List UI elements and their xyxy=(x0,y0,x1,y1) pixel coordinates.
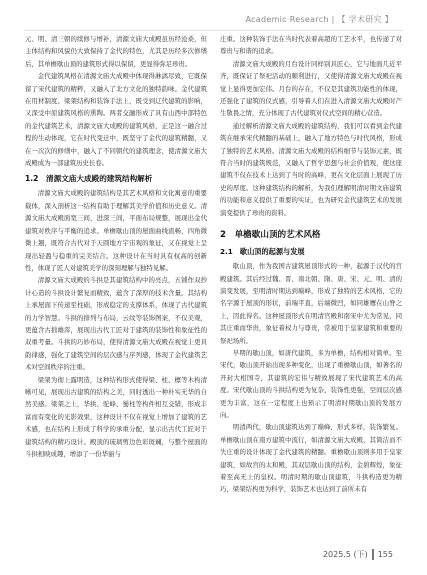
paragraph: 清源文庙大成殿的斗拱是其建筑结构中的亮点，五铺作双抄计心造的斗拱设计繁复而精致，蕴含了深厚的技术含量。其结构上承屋面下传递至柱础，形成稳定的支撑体系，体现了古代建筑的力学智慧。斗拱的排列与布局，云纹等装饰图案，不仅美观，更蕴含古拙雄浑，展现出古代工匠对于建筑的装饰性和象征性的双重考量。斗拱的巧妙布局，使得清源文庙大成殿在视觉上更具韵律感，强化了建筑空间的层次感与序列感，体现了金代建筑艺术对空间秩序的注重。 xyxy=(25,276,207,372)
left-text-column xyxy=(25,33,207,541)
paragraph: 早期的歇山顶，如唐代建筑，多为单檐，结构相对简单。至宋代，歇山顶开始出现多种变化，出现了重檐歇山顶，如著名的开封大相国寺，其建筑的宏伟与精致展现了宋代建筑艺术的高度。宋代歇山顶的斗拱结构更为复杂，装饰性更强，空间层次感更为丰富，这在一定程度上也预示了明清时期歇山顶的发展方向。 xyxy=(220,348,402,419)
right-text-column xyxy=(220,33,402,541)
journal-section-header: Academic Research | 【 学术研究 】 xyxy=(245,15,393,24)
paragraph: 金代建筑风格在清源文庙大成殿中体现得淋漓尽致，它既保留了宋代建筑的精粹，又融入了北方文化的独特韵味。金代建筑在用材制度、梁架结构和装饰手法上，既受到辽代建筑的影响，又深受中原建筑风格的熏陶。两者交融形成了具有山西中部特色的金代建筑艺术，清源文庙大成殿的建筑风格，正是这一融合过程的生动体现，它在时代变迁中，既坚守了金代的建筑精髓，又在一次次的修缮中，融入了不同朝代的建筑理念，使清源文庙大成殿成为一部建筑历史长卷。 xyxy=(25,72,207,168)
paragraph: 梁架为彻上露明造，这种结构形式使得梁、柱、檩等木构清晰可见，展现出古建筑的结构之美，同时透出一种朴实无华的自然美感。梁架之上，华拱、驼峰、蜀柱等构件相互交错，形成丰富而有变化的光影效果，这种设计不仅在视觉上增加了建筑的艺术感，也在结构上形成了科学的承重分配，显示出古代工匠对于建筑结构的精巧设计。殿顶的琉璃剪边色彩斑斓，与整个屋面的斗拱相映成趣，增添了一份华丽与 xyxy=(25,375,207,458)
paragraph: 通过解析清源文庙大成殿的建筑结构，我们可以看到金代建筑在继承宋代精髓的基础上，融入了地方特色与时代风格，形成了独特的艺术风格。清源文庙大成殿的结构细节与装饰元素，既符合当时的建筑规范，又融入了哲学思想与社会价值观，使这座建筑不仅在技术上达到了当时的高峰，更在文化层面上展现了历史的厚度。这种建筑结构的解析，为我们理解明清时期文庙建筑的功能和意义提供了重要的实证，也为研究金代建筑艺术的发展演变提供了珍贵的资料。 xyxy=(220,121,402,217)
paragraph: 庄重。这种装饰手法在当时代表着高超的工艺水平，也传递了对尊贵与和谐的追求。 xyxy=(220,35,402,56)
footer-divider xyxy=(372,549,374,560)
paragraph: 清源文庙大成殿的建筑结构是其艺术风格和文化寓意的重要载体，深入剖析这一结构有助于理解其美学价值和历史意义。清源文庙大成殿面宽三间，进深三间，平面布局规整，展现出金代建筑对秩序与平衡的追求。单檐歇山顶的屋面曲线流畅，四角微微上翘，既符合古代对于天圆地方宇宙观的象征，又在视觉上呈现出轻盈与稳重的完美结合。这种设计在当时具有权高的创新性，体现了匠人对建筑美学的深刻理解与独特见解。 xyxy=(25,189,207,272)
chapter-heading-2: 2 单檐歇山顶的艺术风格 xyxy=(220,230,321,241)
page-number: 155 xyxy=(377,550,393,559)
paragraph: 明清两代，歇山顶建筑达到了巅峰，形式多样，装饰繁复。单檐歇山顶在南方建筑中流行，如清源文庙大成殿，其简洁而不失庄重的设计体现了金代建筑的精髓。重檐歇山顶则多用于皇家建筑，如故宫的太和殿，其双层歇山顶的结构，金碧辉煌，象征着至高无上的皇权。明清时期的歇山顶建筑，斗拱构造更为精巧，梁架结构更为科学，装饰艺术也达到了前所未有 xyxy=(220,423,402,494)
paragraph: 清源文庙大成殿的月台设计同样别具匠心，它与地面几近平齐，既保证了祭祀活动的顺利进行，又使得清源文庙大成殿在视觉上显得更加宏伟。月台的存在，不仅是其建筑功能性的体现，还强化了建筑的仪式感，引导着人们在进入清源文庙大成殿时产生敬畏之情，充分体现了古代建筑对仪式空间的精心营造。 xyxy=(220,59,402,118)
issue-date: 2025.5 (下) xyxy=(322,550,368,559)
subsection-heading-2-1: 2.1 歇山顶的起源与发展 xyxy=(220,247,305,257)
paragraph: 歇山顶，作为我国古建筑屋顶形式的一种，起源于汉代的宫殿建筑。其后经过魏、晋、南北朝、隋、唐、宋、元、明、清的演变发展，至明清时期达到巅峰，形成了独特的艺术风格，它的名字源于屋顶的形状，前端平直，后端微凹，如同雄鹰在山脊之上，因此得名。这种屋顶形式在明清官殿和南宋中尤为常见，同其庄重而华贵，象征着权力与尊贵，常被用于皇家建筑和重要的祭祀场所。 xyxy=(220,262,402,345)
section-heading-1-2: 1.2 清源文庙大成殿的建筑结构解析 xyxy=(25,174,153,184)
header-divider xyxy=(24,30,403,31)
page-footer xyxy=(323,549,393,560)
paragraph: 元、明、清三朝的续修与增补，清源文庙大成殿虽历经沧桑，但主体结构和风貌仍大致保持了金代的特色，尤其是历经多次修缮后，其单檐歇山顶的建筑形式得以保留，更显得弥足珍贵。 xyxy=(25,35,207,68)
